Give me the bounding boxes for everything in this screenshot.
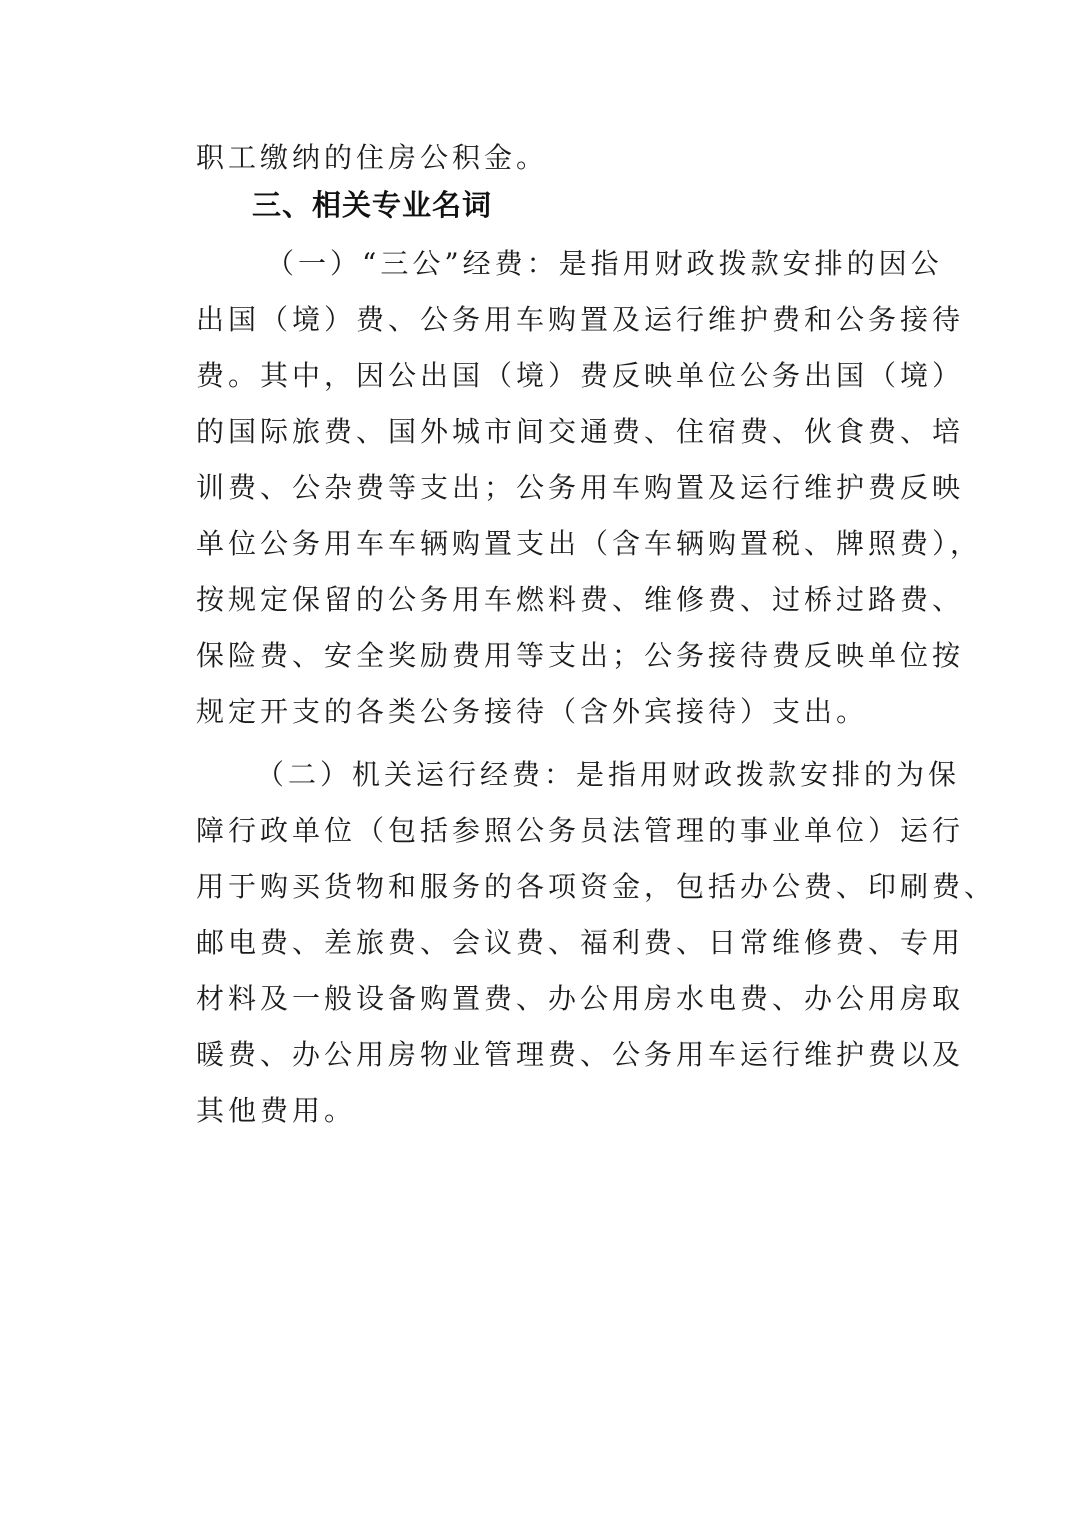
paragraph-line: 单位公务用车车辆购置支出（含车辆购置税、牌照费）， <box>196 527 983 560</box>
paragraph-line: 障行政单位（包括参照公务员法管理的事业单位）运行 <box>196 814 965 847</box>
paragraph-line: 用于购买货物和服务的各项资金，包括办公费、印刷费、 <box>196 870 997 903</box>
paragraph-line: （二）机关运行经费：是指用财政拨款安排的为保 <box>256 758 961 791</box>
paragraph-line: 按规定保留的公务用车燃料费、维修费、过桥过路费、 <box>196 583 965 616</box>
paragraph-line: 出国（境）费、公务用车购置及运行维护费和公务接待 <box>196 303 965 336</box>
section-heading: 三、相关专业名词 <box>252 188 493 222</box>
paragraph-line: （一）“三公”经费：是指用财政拨款安排的因公 <box>266 247 943 280</box>
paragraph-line: 费。其中，因公出国（境）费反映单位公务出国（境） <box>196 359 965 392</box>
paragraph-line: 的国际旅费、国外城市间交通费、住宿费、伙食费、培 <box>196 415 965 448</box>
paragraph-line: 暖费、办公用房物业管理费、公务用车运行维护费以及 <box>196 1038 965 1071</box>
paragraph-line: 邮电费、差旅费、会议费、福利费、日常维修费、专用 <box>196 926 965 959</box>
paragraph-line: 保险费、安全奖励费用等支出；公务接待费反映单位按 <box>196 639 965 672</box>
paragraph-line: 材料及一般设备购置费、办公用房水电费、办公用房取 <box>196 982 965 1015</box>
carry-over-line: 职工缴纳的住房公积金。 <box>196 141 549 174</box>
paragraph-line: 训费、公杂费等支出；公务用车购置及运行维护费反映 <box>196 471 965 504</box>
paragraph-line: 规定开支的各类公务接待（含外宾接待）支出。 <box>196 695 869 728</box>
paragraph-line: 其他费用。 <box>196 1094 357 1127</box>
